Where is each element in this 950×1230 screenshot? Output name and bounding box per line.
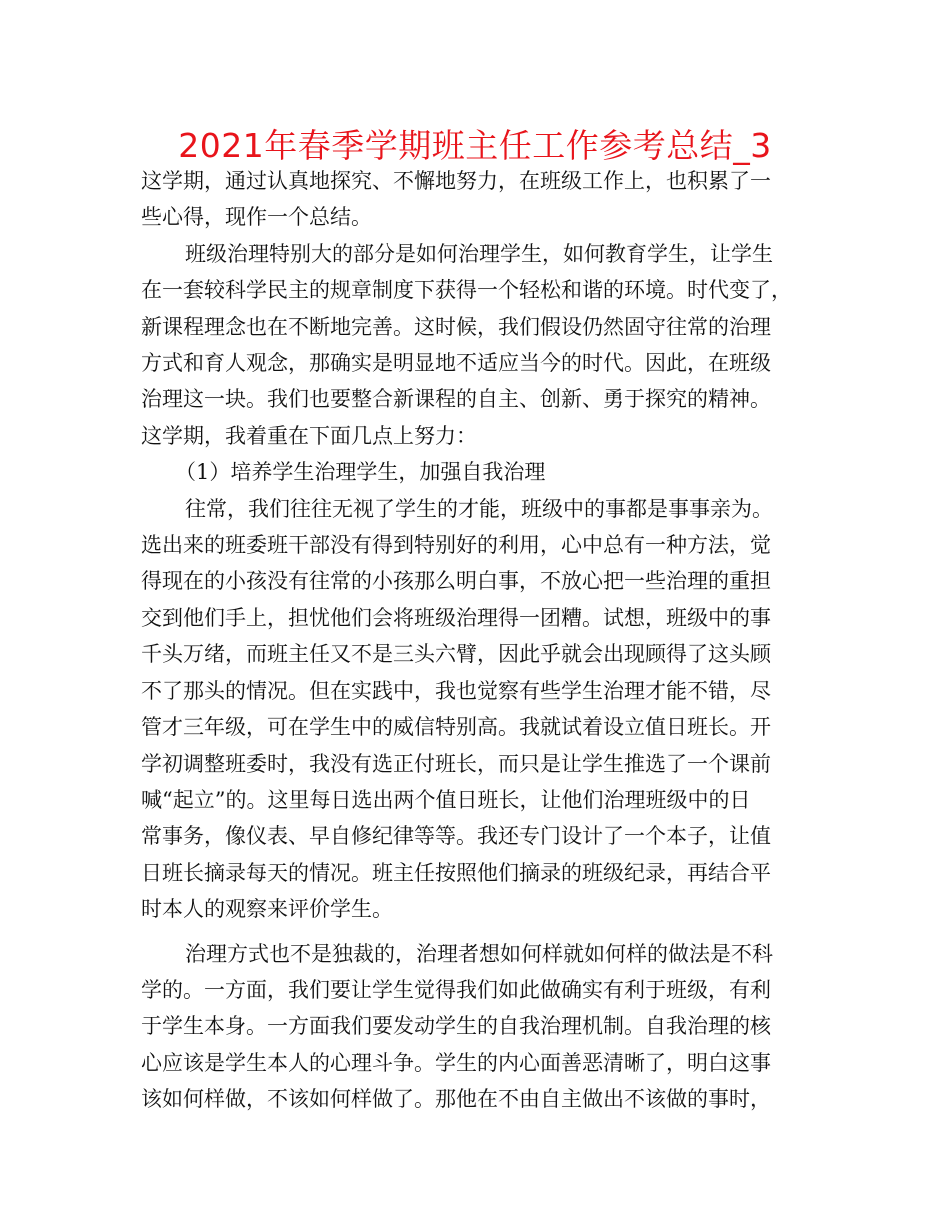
text-line: 日班长摘录每天的情况。班主任按照他们摘录的班级纪录，再结合平	[141, 860, 771, 885]
paragraph-management-style	[141, 936, 821, 1118]
text-line: 喊“起立”的。这里每日选出两个值日班长，让他们治理班级中的日	[141, 787, 751, 812]
text-line: 学的。一方面，我们要让学生觉得我们如此做确实有利于班级，有利	[141, 977, 771, 1002]
text-line: 心应该是学生本人的心理斗争。学生的内心面善恶清晰了，明白这事	[141, 1050, 771, 1075]
text-line: 常事务，像仪表、早自修纪律等等。我还专门设计了一个本子，让值	[141, 824, 771, 849]
text-line: 方式和育人观念，那确实是明显地不适应当今的时代。因此，在班级	[141, 351, 771, 376]
paragraph-self-management	[141, 491, 821, 928]
text-line: 选出来的班委班干部没有得到特别好的利用，心中总有一种方法，觉	[141, 533, 771, 558]
text-line: 不了那头的情况。但在实践中，我也觉察有些学生治理才能不错，尽	[141, 678, 771, 703]
document-body	[141, 163, 821, 1118]
text-line: 新课程理念也在不断地完善。这时候，我们假设仍然固守往常的治理	[141, 314, 771, 339]
paragraph-gap	[141, 928, 821, 936]
paragraph-intro	[141, 163, 821, 236]
text-line: 些心得，现作一个总结。	[141, 205, 372, 230]
text-line: 交到他们手上，担忧他们会将班级治理得一团糟。试想，班级中的事	[141, 605, 771, 630]
text-line: 管才三年级，可在学生中的威信特别高。我就试着设立值日班长。开	[141, 715, 771, 740]
paragraph-class-management	[141, 236, 821, 454]
section-heading-1	[141, 454, 821, 490]
text-line: 这学期，通过认真地探究、不懈地努力，在班级工作上，也积累了一	[141, 169, 771, 193]
text-line: 往常，我们往往无视了学生的才能，班级中的事都是事事亲为。	[185, 496, 773, 521]
text-line: 治理这一块。我们也要整合新课程的自主、创新、勇于探究的精神。	[141, 387, 771, 412]
text-line: 治理方式也不是独裁的，治理者想如何样就如何样的做法是不科	[185, 941, 773, 966]
text-line: 时本人的观察来评价学生。	[141, 897, 393, 922]
text-line: 班级治理特别大的部分是如何治理学生，如何教育学生，让学生	[185, 241, 773, 266]
text-line: 学初调整班委时，我没有选正付班长，而只是让学生推选了一个课前	[141, 751, 771, 776]
document-title: 2021年春季学期班主任工作参考总结_3	[178, 126, 772, 165]
text-line: 得现在的小孩没有往常的小孩那么明白事，不放心把一些治理的重担	[141, 569, 771, 594]
text-line: 这学期，我着重在下面几点上努力：	[141, 423, 477, 448]
text-line: 在一套较科学民主的规章制度下获得一个轻松和谐的环境。时代变了，	[141, 278, 792, 303]
text-line: （1）培养学生治理学生，加强自我治理	[175, 460, 546, 485]
text-line: 千头万绪，而班主任又不是三头六臂，因此乎就会出现顾得了这头顾	[141, 642, 771, 667]
text-line: 该如何样做，不该如何样做了。那他在不由自主做出不该做的事时，	[141, 1087, 771, 1112]
text-line: 于学生本身。一方面我们要发动学生的自我治理机制。自我治理的核	[141, 1014, 771, 1039]
